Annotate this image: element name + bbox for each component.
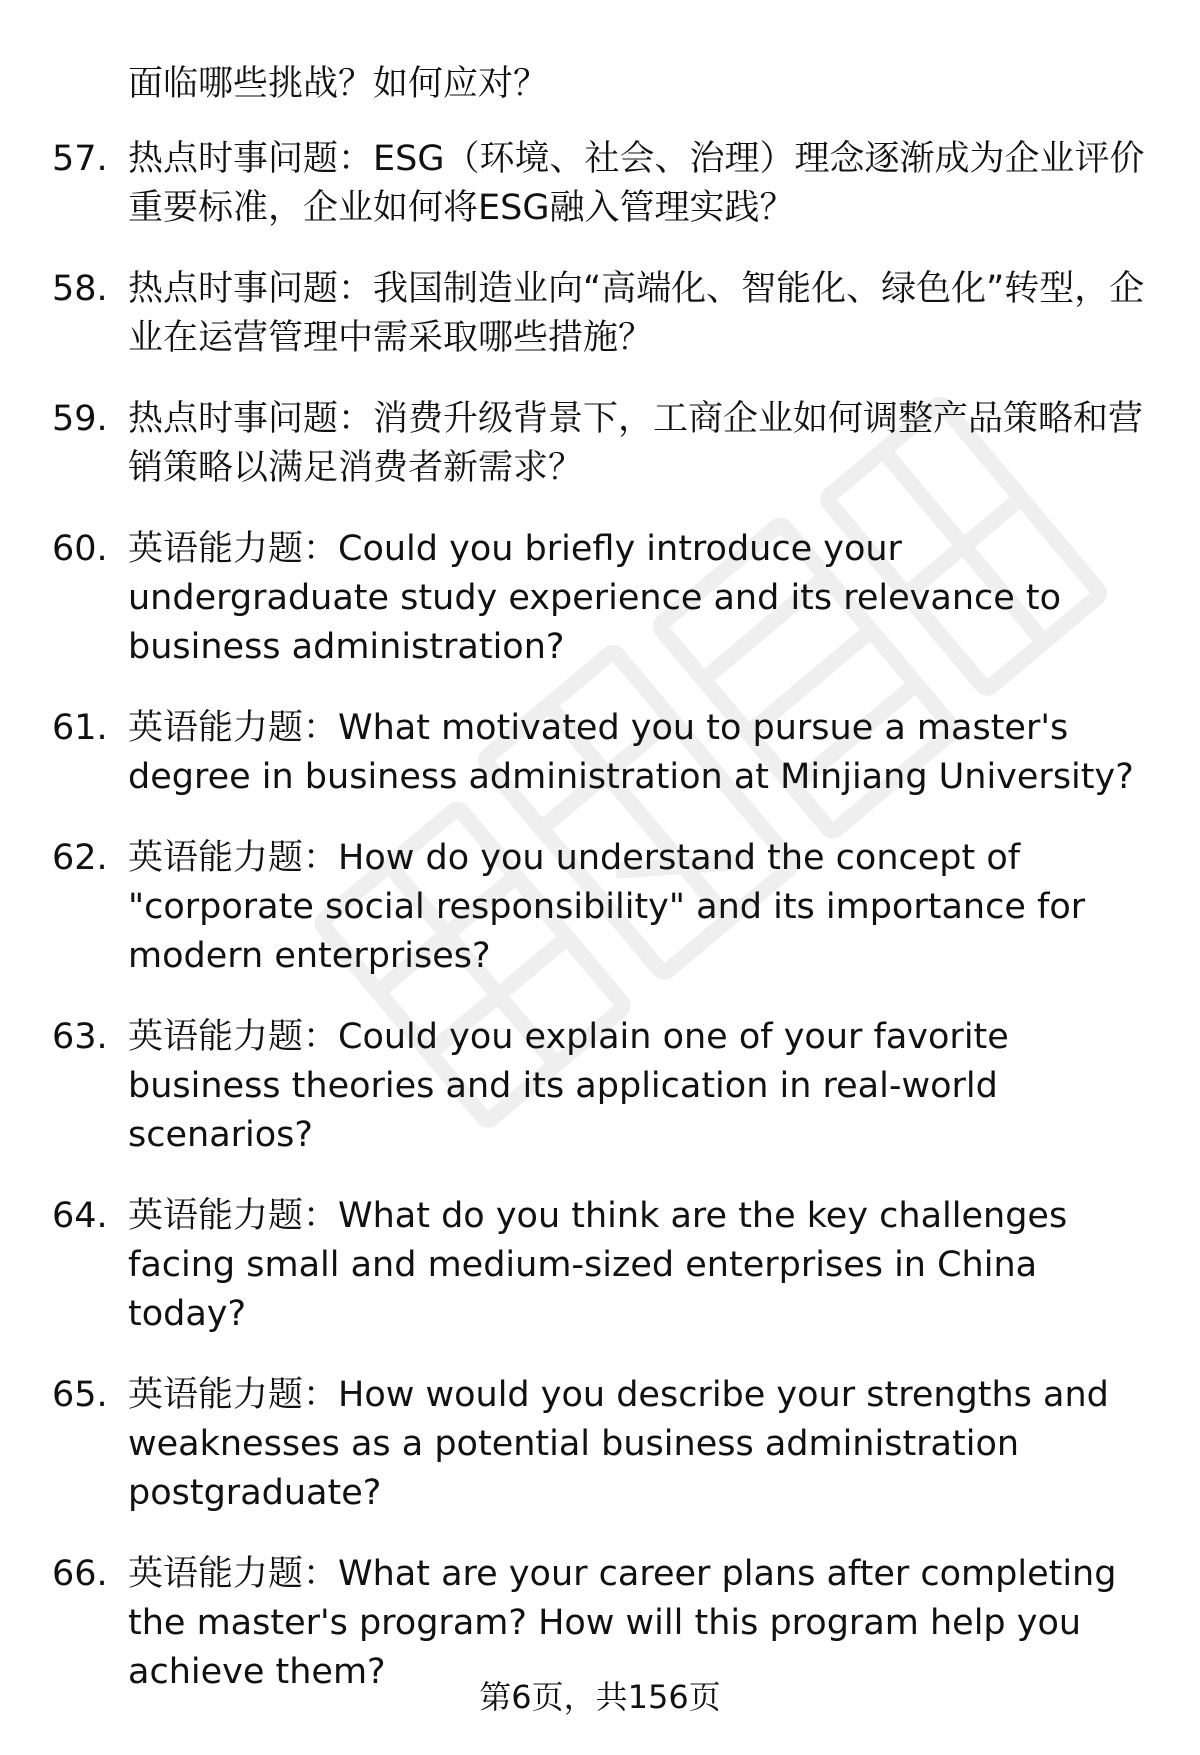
question-text: 热点时事问题：ESG（环境、社会、治理）理念逐渐成为企业评价重要标准，企业如何将ESG融入管理实践？ — [128, 139, 1145, 228]
question-text: 热点时事问题：我国制造业向“高端化、智能化、绿色化”转型，企业在运营管理中需采取哪些措施？ — [128, 269, 1145, 358]
question-item-62 — [0, 834, 1200, 981]
question-text: 热点时事问题：消费升级背景下，工商企业如何调整产品策略和营销策略以满足消费者新需求？ — [128, 399, 1144, 488]
question-item-57 — [0, 135, 1200, 233]
question-item-65 — [0, 1371, 1200, 1518]
question-number: 62. — [52, 838, 108, 878]
continuation-text: 面临哪些挑战？如何应对？ — [128, 64, 549, 104]
question-text: 英语能力题：Could you briefly introduce your undergraduate study experience and its relevance to business administration? — [128, 529, 1062, 667]
question-item-59 — [0, 395, 1200, 493]
question-item-66 — [0, 1550, 1200, 1697]
question-number: 57. — [52, 139, 108, 179]
question-text: 英语能力题：What motivated you to pursue a master's degree in business administration at Minjiang University? — [128, 708, 1134, 797]
question-text: 英语能力题：How do you understand the concept of "corporate social responsibility" and its importance for modern enterprises? — [128, 838, 1086, 976]
question-text: 英语能力题：How would you describe your strengths and weaknesses as a potential business administration postgraduate? — [128, 1375, 1109, 1513]
question-item-58 — [0, 265, 1200, 363]
question-item-60 — [0, 525, 1200, 672]
question-item-61 — [0, 704, 1200, 802]
question-number: 63. — [52, 1017, 108, 1057]
question-text: 英语能力题：What are your career plans after completing the master's program? How will this program help you achieve them? — [128, 1554, 1117, 1692]
question-item-63 — [0, 1013, 1200, 1160]
question-number: 59. — [52, 399, 108, 439]
question-list — [0, 135, 1200, 1729]
question-number: 60. — [52, 529, 108, 569]
question-number: 66. — [52, 1554, 108, 1594]
question-number: 61. — [52, 708, 108, 748]
question-text: 英语能力题：Could you explain one of your favorite business theories and its application in real-world scenarios? — [128, 1017, 1009, 1155]
question-number: 65. — [52, 1375, 108, 1415]
question-text: 英语能力题：What do you think are the key challenges facing small and medium-sized enterprises in China today? — [128, 1196, 1068, 1334]
question-item-64 — [0, 1192, 1200, 1339]
question-number: 58. — [52, 269, 108, 309]
question-number: 64. — [52, 1196, 108, 1236]
page-footer: 第6页，共156页 — [479, 1678, 721, 1716]
